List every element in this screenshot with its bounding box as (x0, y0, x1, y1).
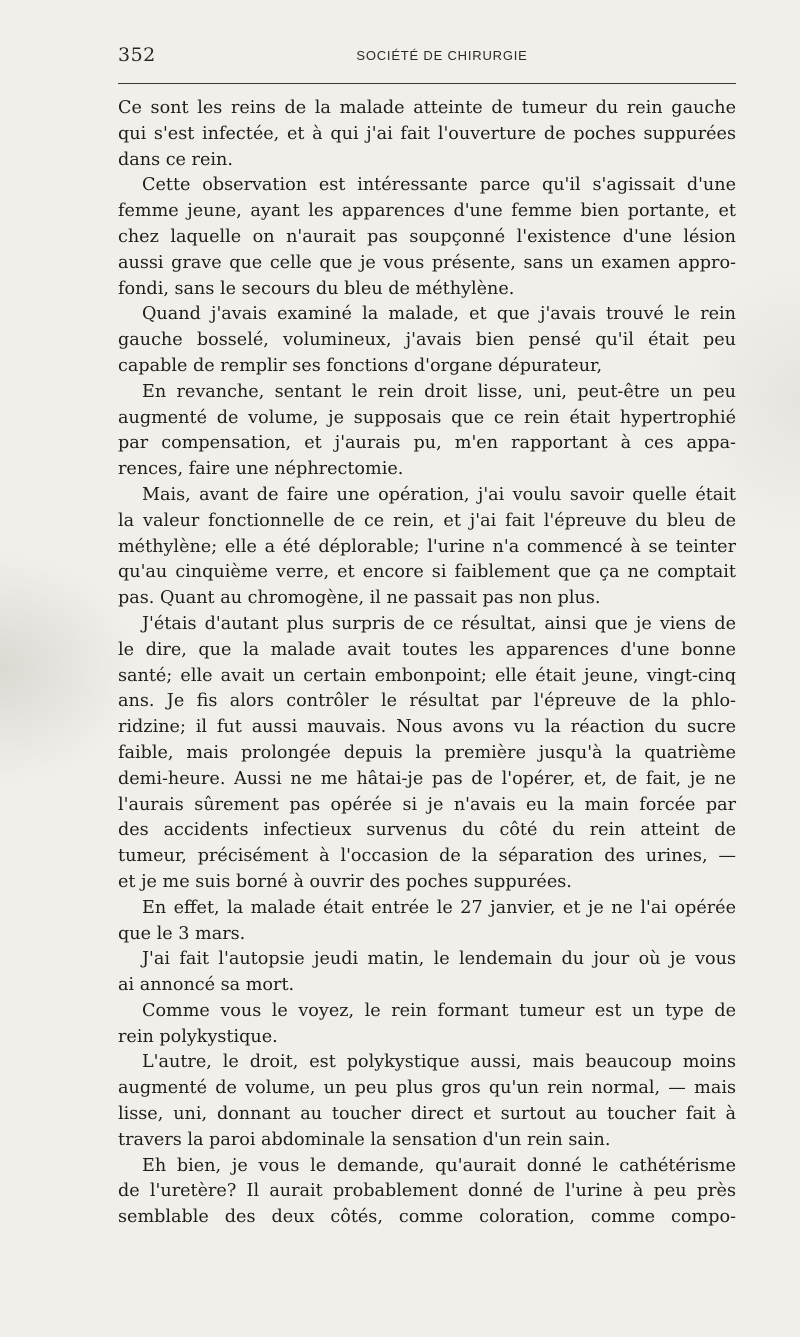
header-rule (118, 83, 736, 84)
text-line: fondi, sans le secours du bleu de méthylène. (118, 278, 515, 299)
text-line: des accidents infectieux survenus du côté du rein atteint de (118, 820, 736, 841)
text-line: aussi grave que celle que je vous présente, sans un examen appro- (118, 252, 736, 273)
text-line: J'étais d'autant plus surpris de ce résultat, ainsi que je viens de (142, 613, 736, 634)
text-line: femme jeune, ayant les apparences d'une femme bien portante, et (118, 201, 736, 222)
text-line: J'ai fait l'autopsie jeudi matin, le lendemain du jour où je vous (142, 949, 736, 970)
text-line: dans ce rein. (118, 149, 233, 170)
text-line: L'autre, le droit, est polykystique aussi, mais beaucoup moins (142, 1052, 736, 1073)
text-line: pas. Quant au chromogène, il ne passait pas non plus. (118, 588, 601, 609)
text-line: augmenté de volume, je supposais que ce rein était hypertrophié (118, 407, 736, 428)
text-line: demi-heure. Aussi ne me hâtai-je pas de l'opérer, et, de fait, je ne (118, 768, 736, 789)
text-line: En effet, la malade était entrée le 27 janvier, et je ne l'ai opérée (142, 897, 736, 918)
text-line: Quand j'avais examiné la malade, et que j'avais trouvé le rein (142, 304, 736, 325)
text-line: qu'au cinquième verre, et encore si faiblement que ça ne comptait (118, 562, 736, 583)
text-line: tumeur, précisément à l'occasion de la séparation des urines, — (118, 846, 736, 867)
text-line: gauche bosselé, volumineux, j'avais bien pensé qu'il était peu (118, 330, 736, 351)
page-header (118, 44, 736, 70)
text-line: Mais, avant de faire une opération, j'ai voulu savoir quelle était (142, 484, 736, 505)
text-line: Comme vous le voyez, le rein formant tumeur est un type de (142, 1000, 736, 1021)
text-line: faible, mais prolongée depuis la première jusqu'à la quatrième (118, 742, 736, 763)
text-line: rences, faire une néphrectomie. (118, 459, 404, 480)
text-line: chez laquelle on n'aurait pas soupçonné l'existence d'une lésion (118, 226, 736, 247)
text-line: Cette observation est intéressante parce qu'il s'agissait d'une (142, 175, 736, 196)
text-line: par compensation, et j'aurais pu, m'en rapportant à ces appa- (118, 433, 736, 454)
text-line: méthylène; elle a été déplorable; l'urine n'a commencé à se teinter (118, 536, 736, 557)
text-line: Eh bien, je vous le demande, qu'aurait donné le cathétérisme (142, 1155, 736, 1176)
text-line: et je me suis borné à ouvrir des poches suppurées. (118, 871, 572, 892)
text-line: augmenté de volume, un peu plus gros qu'un rein normal, — mais (118, 1078, 736, 1099)
text-line: ridzine; il fut aussi mauvais. Nous avons vu la réaction du sucre (118, 717, 736, 738)
body-text (118, 96, 736, 1231)
text-line: ans. Je fis alors contrôler le résultat par l'épreuve de la phlo- (118, 691, 736, 712)
page-number: 352 (118, 44, 156, 66)
text-line: ai annoncé sa mort. (118, 975, 295, 996)
text-line: semblable des deux côtés, comme coloration, comme compo- (118, 1207, 736, 1228)
text-line: la valeur fonctionnelle de ce rein, et j'ai fait l'épreuve du bleu de (118, 510, 736, 531)
text-line: santé; elle avait un certain embonpoint; elle était jeune, vingt-cinq (118, 665, 736, 686)
text-line: que le 3 mars. (118, 923, 246, 944)
text-line: lisse, uni, donnant au toucher direct et surtout au toucher fait à (118, 1104, 736, 1125)
text-line: qui s'est infectée, et à qui j'ai fait l'ouverture de poches suppurées (118, 123, 736, 144)
text-line: capable de remplir ses fonctions d'organe dépurateur, (118, 355, 603, 376)
text-line: l'aurais sûrement pas opérée si je n'avais eu la main forcée par (118, 794, 736, 815)
text-line: Ce sont les reins de la malade atteinte de tumeur du rein gauche (118, 98, 736, 118)
text-line: travers la paroi abdominale la sensation d'un rein sain. (118, 1129, 611, 1150)
text-line: de l'uretère? Il aurait probablement donné de l'urine à peu près (118, 1181, 736, 1202)
text-line: rein polykystique. (118, 1026, 278, 1047)
text-line: le dire, que la malade avait toutes les apparences d'une bonne (118, 639, 736, 660)
running-head: SOCIÉTÉ DE CHIRURGIE (356, 48, 528, 63)
text-line: En revanche, sentant le rein droit lisse, uni, peut-être un peu (142, 381, 736, 402)
